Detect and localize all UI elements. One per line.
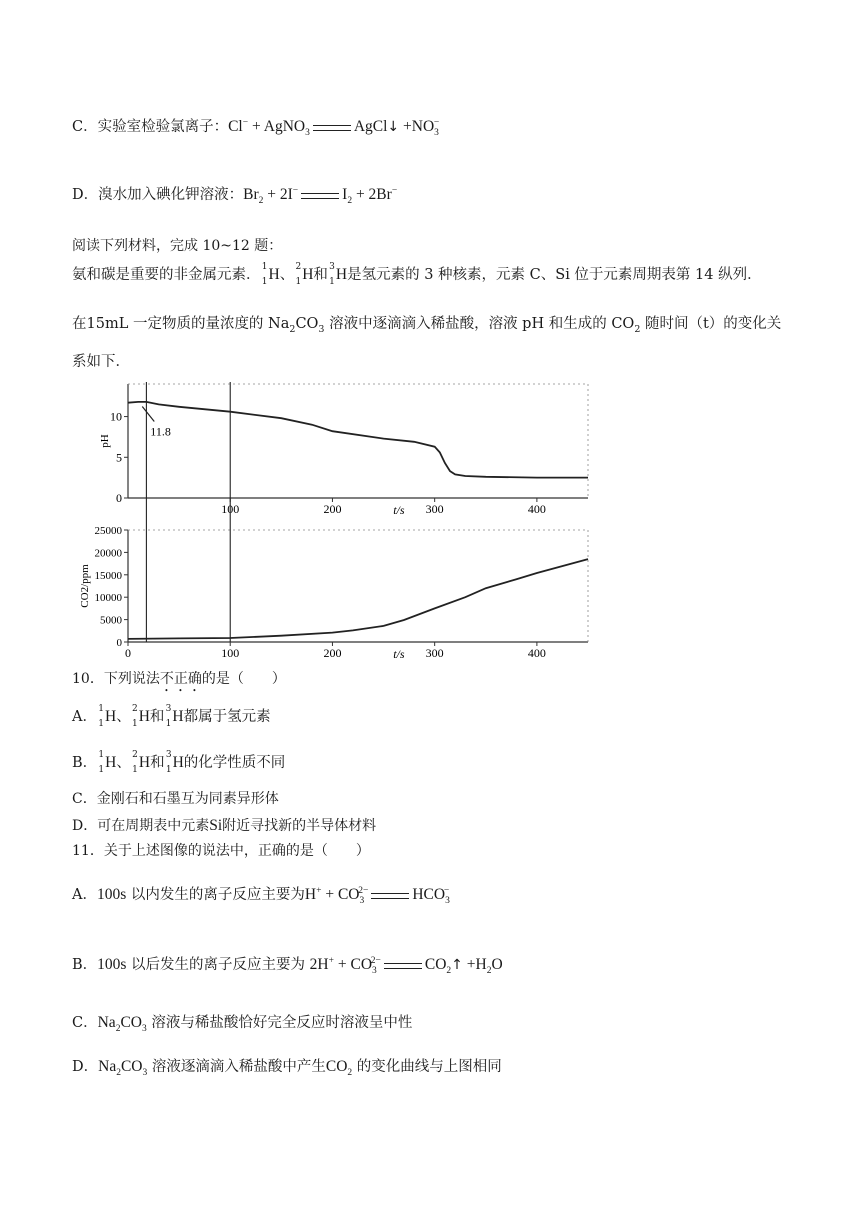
x-tick-label: 300 bbox=[425, 502, 444, 516]
subscript: 2 bbox=[486, 966, 492, 977]
formula-cl: Cl bbox=[228, 118, 243, 136]
text: 以后发生的离子反应主要为 bbox=[126, 957, 310, 974]
y-axis-label: pH bbox=[99, 434, 111, 448]
reading-intro: 阅读下列材料，完成 10~12 题： bbox=[72, 238, 283, 254]
formula-agcl: AgCl bbox=[353, 118, 388, 136]
charge: − bbox=[443, 886, 450, 896]
q11-option-d bbox=[72, 1058, 502, 1079]
option-label: B． bbox=[72, 957, 98, 974]
text: 和 bbox=[313, 267, 328, 283]
y-tick-label: 5000 bbox=[100, 614, 122, 627]
charge: − bbox=[292, 186, 299, 196]
mass-number: 2 bbox=[295, 262, 302, 272]
atomic-number: 1 bbox=[261, 277, 268, 288]
time-value: 100s bbox=[96, 886, 127, 904]
annotation-arrow bbox=[142, 407, 154, 422]
isotope-h1 bbox=[97, 706, 104, 728]
text: 10．下列说法 bbox=[72, 671, 160, 687]
mass-number: 2 bbox=[132, 750, 138, 760]
subscript: 3 bbox=[359, 896, 365, 907]
symbol: H bbox=[138, 754, 151, 771]
isotope-h2 bbox=[131, 752, 138, 774]
series-line bbox=[128, 402, 588, 478]
text: 的化学性质不同 bbox=[183, 755, 286, 771]
formula-co: CO bbox=[120, 1014, 142, 1031]
charge: 2− bbox=[370, 956, 381, 966]
x-tick-label: 200 bbox=[323, 646, 342, 660]
y-tick-label: 10 bbox=[110, 409, 122, 424]
charge: − bbox=[242, 118, 249, 128]
isotope-h3 bbox=[164, 706, 171, 728]
text: 、 bbox=[116, 755, 131, 771]
text: CO bbox=[295, 316, 319, 332]
symbol: H bbox=[172, 754, 184, 771]
option-label: A． bbox=[72, 709, 97, 725]
ph-plot bbox=[99, 384, 588, 517]
text: 的是（ ） bbox=[201, 671, 286, 687]
text: 以内发生的离子反应主要为 bbox=[126, 887, 305, 904]
atomic-number: 1 bbox=[131, 719, 138, 730]
q10-stem bbox=[72, 671, 286, 695]
y-tick-label: 10000 bbox=[94, 592, 122, 605]
x-tick-label: 400 bbox=[527, 502, 546, 516]
formula-i: + 2I bbox=[263, 186, 293, 204]
isotope-h3 bbox=[165, 752, 172, 774]
formula-h: H bbox=[304, 886, 317, 904]
formula-no3: +NO bbox=[399, 118, 435, 136]
reading-paragraph-1 bbox=[72, 264, 762, 286]
equals-sign bbox=[384, 963, 422, 969]
text: 和 bbox=[150, 755, 165, 771]
atomic-number: 1 bbox=[98, 719, 104, 730]
formula-br-ion: + 2Br bbox=[352, 186, 392, 204]
q10-option-d bbox=[72, 817, 376, 836]
formula-o: O bbox=[491, 956, 503, 974]
q11-option-a bbox=[72, 886, 449, 908]
subscript: 3 bbox=[445, 896, 450, 907]
atomic-number: 1 bbox=[132, 765, 138, 776]
x-axis-label: t/s bbox=[393, 503, 405, 517]
text: 、 bbox=[279, 267, 295, 283]
subscript: 3 bbox=[305, 128, 310, 139]
symbol: H bbox=[302, 266, 314, 283]
formula-i2: I bbox=[342, 186, 348, 204]
x-tick-label: 0 bbox=[125, 646, 131, 660]
y-axis-label: CO2/ppm bbox=[79, 564, 91, 608]
q11-stem: 11．关于上述图像的说法中，正确的是（ ） bbox=[72, 843, 370, 859]
subscript: 2 bbox=[115, 1024, 121, 1035]
ph-co2-chart bbox=[79, 376, 600, 666]
isotope-h1 bbox=[261, 264, 268, 286]
atomic-number: 1 bbox=[165, 719, 172, 730]
isotope-h2 bbox=[131, 706, 138, 728]
y-tick-label: 25000 bbox=[94, 525, 122, 537]
option-label: C． bbox=[72, 1015, 98, 1031]
equals-sign bbox=[313, 125, 351, 131]
series-line bbox=[128, 559, 588, 639]
q11-option-c bbox=[72, 1014, 412, 1035]
co2-plot bbox=[79, 525, 588, 661]
x-tick-label: 100 bbox=[221, 502, 240, 516]
emphasis-text: 不正确 bbox=[159, 671, 202, 687]
x-tick-label: 200 bbox=[323, 502, 342, 516]
formula-br: Br bbox=[243, 186, 259, 204]
formula-2h: 2H bbox=[309, 956, 329, 974]
option-label: B． bbox=[72, 755, 98, 771]
x-tick-label: 100 bbox=[221, 646, 240, 660]
isotope-h1 bbox=[97, 752, 104, 774]
symbol: H bbox=[138, 708, 150, 725]
mass-number: 1 bbox=[98, 750, 105, 760]
isotope-h2 bbox=[294, 264, 301, 286]
formula-hco3: HCO bbox=[412, 886, 446, 904]
text: 附近寻找新的半导体材料 bbox=[222, 818, 377, 834]
equals-sign bbox=[301, 193, 339, 199]
element-si: Si bbox=[209, 817, 223, 834]
text: 都属于氢元素 bbox=[183, 709, 271, 725]
formula-co3: + CO bbox=[321, 886, 360, 904]
text: 溶液逐滴滴入稀盐酸中产生 bbox=[147, 1059, 326, 1075]
equals-sign bbox=[371, 893, 409, 899]
y-tick-label: 0 bbox=[116, 637, 122, 649]
formula-co: CO bbox=[120, 1058, 143, 1075]
subscript: 2 bbox=[446, 966, 452, 977]
text: 氨和碳是重要的非金属元素． bbox=[72, 267, 261, 283]
formula-agno3: + AgNO bbox=[248, 118, 306, 136]
formula-h2o: +H bbox=[462, 956, 487, 974]
subscript: 3 bbox=[372, 966, 377, 977]
subscript: 3 bbox=[318, 323, 325, 335]
y-tick-label: 15000 bbox=[94, 569, 122, 582]
subscript: 2 bbox=[347, 196, 353, 207]
text: 是氢元素的 3 种核素，元素 C、Si 位于元素周期表第 14 纵列． bbox=[347, 267, 762, 283]
text: 随时间（t）的变化关 bbox=[640, 316, 782, 332]
precipitate-arrow: ↓ bbox=[387, 119, 400, 136]
mass-number: 3 bbox=[165, 704, 172, 714]
subscript: 3 bbox=[141, 1024, 147, 1035]
text: 溶液中逐滴滴入稀盐酸，溶液 pH 和生成的 CO bbox=[324, 316, 635, 332]
mass-number: 3 bbox=[329, 262, 335, 272]
charge: − bbox=[433, 118, 440, 128]
option-label: A． bbox=[72, 887, 97, 904]
subscript: 2 bbox=[634, 323, 641, 335]
mass-number: 2 bbox=[131, 704, 138, 714]
subscript: 2 bbox=[258, 196, 264, 207]
y-tick-label: 20000 bbox=[94, 547, 122, 560]
charge: + bbox=[328, 956, 334, 966]
prev-option-d bbox=[72, 186, 397, 208]
text: 、 bbox=[116, 709, 131, 725]
annotation-label: 11.8 bbox=[150, 424, 171, 439]
symbol: H bbox=[268, 266, 280, 283]
subscript: 2 bbox=[116, 1068, 121, 1079]
isotope-h3 bbox=[328, 264, 335, 286]
symbol: H bbox=[105, 754, 117, 771]
q10-option-b bbox=[72, 752, 285, 774]
x-tick-label: 300 bbox=[425, 646, 444, 660]
symbol: H bbox=[172, 708, 184, 725]
x-axis-label: t/s bbox=[393, 647, 405, 661]
formula-co2: CO bbox=[325, 1058, 348, 1075]
time-value: 100s bbox=[97, 956, 127, 974]
reading-paragraph-2 bbox=[72, 316, 781, 335]
formula-na: Na bbox=[97, 1014, 116, 1031]
text: 的变化曲线与上图相同 bbox=[352, 1059, 502, 1075]
option-label: D． bbox=[72, 1059, 99, 1075]
atomic-number: 1 bbox=[295, 277, 302, 288]
y-tick-label: 5 bbox=[116, 450, 122, 465]
atomic-number: 1 bbox=[165, 765, 172, 776]
x-tick-label: 400 bbox=[527, 646, 546, 660]
y-tick-label: 0 bbox=[116, 491, 122, 505]
mass-number: 1 bbox=[261, 262, 268, 272]
reading-paragraph-2-cont: 系如下． bbox=[72, 354, 130, 370]
q10-option-a bbox=[72, 706, 271, 728]
mass-number: 3 bbox=[165, 750, 172, 760]
text: 和 bbox=[149, 709, 165, 725]
charge: 2− bbox=[358, 886, 369, 896]
gas-arrow: ↑ bbox=[451, 957, 463, 974]
atomic-number: 1 bbox=[329, 277, 335, 288]
text: 在15mL 一定物质的量浓度的 Na bbox=[72, 316, 290, 332]
symbol: H bbox=[104, 708, 117, 725]
charge: − bbox=[391, 186, 398, 196]
text: D．可在周期表中元素 bbox=[72, 818, 210, 834]
formula-co3: + CO bbox=[333, 956, 373, 974]
subscript: 2 bbox=[347, 1068, 353, 1079]
subscript: 2 bbox=[289, 323, 296, 335]
text: 溶液与稀盐酸恰好完全反应时溶液呈中性 bbox=[146, 1015, 413, 1031]
option-label: D．溴水加入碘化钾溶液： bbox=[72, 187, 244, 204]
atomic-number: 1 bbox=[98, 765, 105, 776]
subscript: 3 bbox=[142, 1068, 148, 1079]
option-label: C．实验室检验氯离子： bbox=[72, 119, 229, 136]
symbol: H bbox=[335, 266, 348, 283]
q10-option-c: C．金刚石和石墨互为同素异形体 bbox=[72, 791, 279, 807]
q11-option-b bbox=[72, 956, 503, 978]
formula-na: Na bbox=[98, 1058, 117, 1075]
mass-number: 1 bbox=[98, 704, 104, 714]
charge: + bbox=[316, 886, 322, 896]
formula-co2: CO bbox=[424, 956, 447, 974]
prev-option-c bbox=[72, 118, 439, 140]
subscript: 3 bbox=[434, 128, 439, 139]
